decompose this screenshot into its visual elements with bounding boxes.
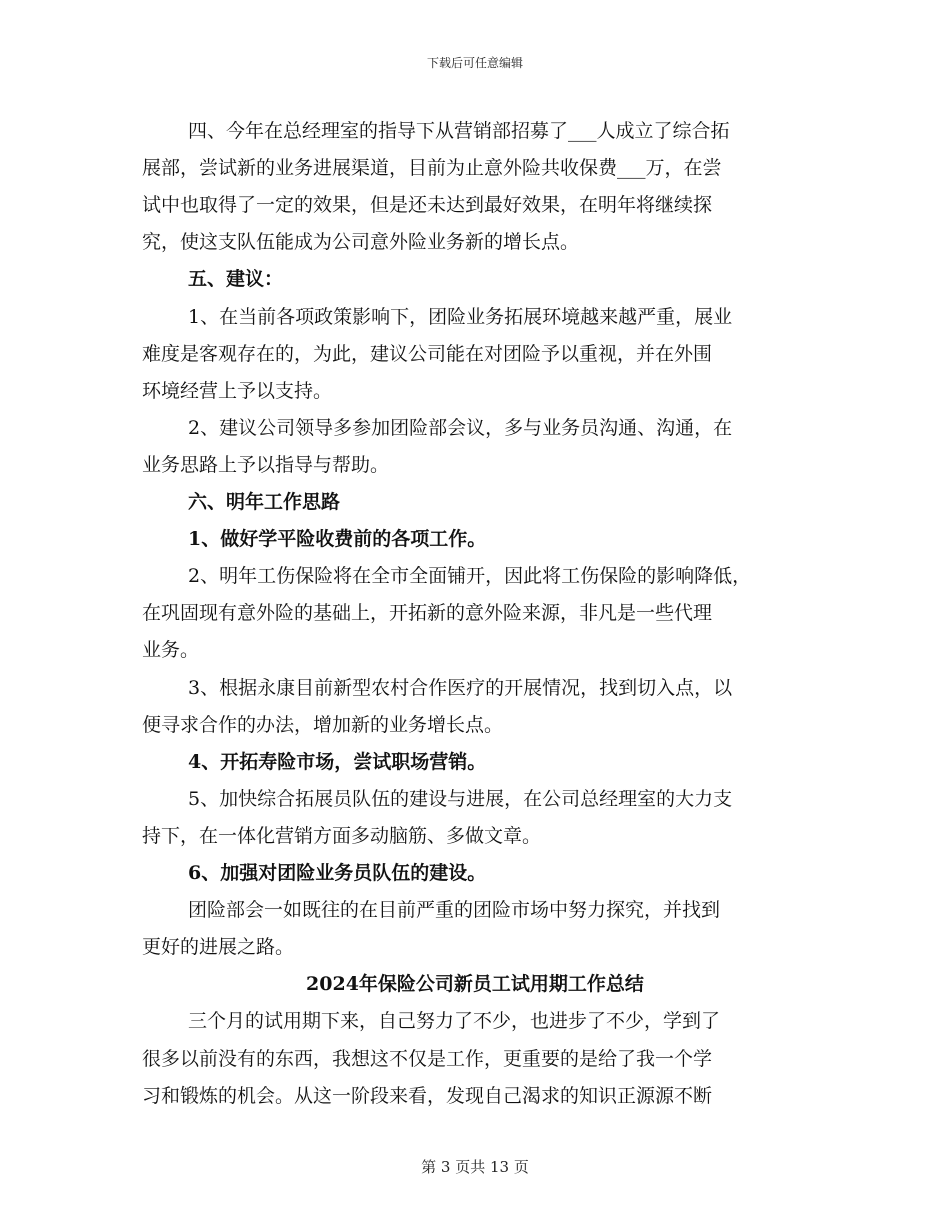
heading-line: 六、明年工作思路 [188,491,341,513]
paragraph-line: 2、建议公司领导多参加团险部会议，多与业务员沟通、沟通，在 [188,416,733,439]
paragraph-line: 四、今年在总经理室的指导下从营销部招募了___人成立了综合拓 [188,120,730,142]
paragraph-line: 持下，在一体化营销方面多动脑筋、多做文章。 [142,824,542,847]
paragraph-line: 2、明年工伤保险将在全市全面铺开，因此将工伤保险的影响降低， [188,565,752,588]
section-title: 2024年保险公司新员工试用期工作总结 [306,973,644,996]
paragraph-line: 展部，尝试新的业务进展渠道，目前为止意外险共收保费___万，在尝 [142,157,722,180]
paragraph-line: 习和锻炼的机会。从这一阶段来看，发现自己渴求的知识正源源不断 [142,1084,713,1107]
paragraph-line: 三个月的试用期下来，自己努力了不少，也进步了不少，学到了 [188,1010,721,1033]
paragraph-line: 1、在当前各项政策影响下，团险业务拓展环境越来越严重，展业 [188,305,733,328]
paragraph-line: 便寻求合作的办法，增加新的业务增长点。 [142,713,504,736]
paragraph-line: 难度是客观存在的，为此，建议公司能在对团险予以重视，并在外围 [142,342,713,365]
paragraph-line: 环境经营上予以支持。 [142,379,333,402]
heading-line: 6、加强对团险业务员队伍的建设。 [188,862,487,884]
heading-line: 五、建议： [188,268,284,291]
paragraph-line: 试中也取得了一定的效果，但是还未达到最好效果，在明年将继续探 [142,194,713,217]
paragraph-line: 3、根据永康目前新型农村合作医疗的开展情况，找到切入点，以 [188,676,733,699]
heading-line: 4、开拓寿险市场，尝试职场营销。 [188,750,487,773]
page-footer: 第 3 页共 13 页 [421,1158,529,1176]
paragraph-line: 业务思路上予以指导与帮助。 [142,453,390,476]
paragraph-line: 业务。 [142,639,200,662]
paragraph-line: 更好的进展之路。 [142,936,295,959]
paragraph-line: 团险部会一如既往的在目前严重的团险市场中努力探究，并找到 [188,899,721,922]
page-header: 下载后可任意编辑 [426,56,523,70]
paragraph-line: 很多以前没有的东西，我想这不仅是工作，更重要的是给了我一个学 [142,1047,713,1070]
paragraph-line: 5、加快综合拓展员队伍的建设与进展，在公司总经理室的大力支 [188,787,733,810]
paragraph-line: 究，使这支队伍能成为公司意外险业务新的增长点。 [142,231,580,254]
heading-line: 1、做好学平险收费前的各项工作。 [188,528,487,551]
paragraph-line: 在巩固现有意外险的基础上，开拓新的意外险来源，非凡是一些代理 [142,602,713,625]
